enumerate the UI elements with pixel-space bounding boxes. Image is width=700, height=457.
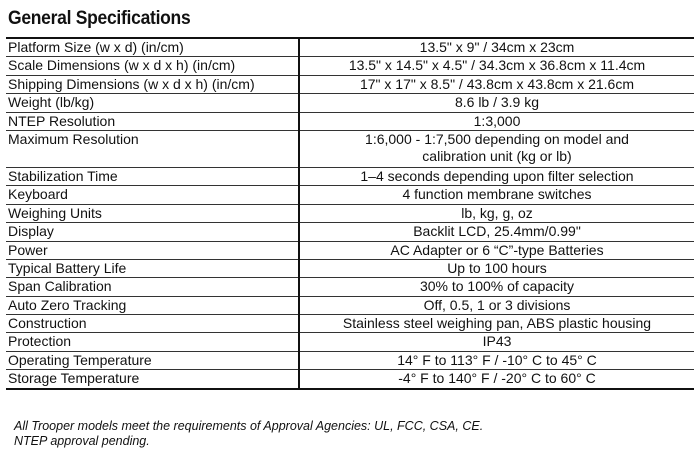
spec-value-line: calibration unit (kg or lb) xyxy=(422,147,572,164)
spec-value-line: -4° F to 140° F / -20° C to 60° C xyxy=(398,370,596,387)
spec-value-line: 17" x 17" x 8.5" / 43.8cm x 43.8cm x 21.6cm xyxy=(359,75,635,92)
spec-value-line: 14° F to 113° F / -10° C to 45° C xyxy=(397,351,597,368)
section-title: General Specifications xyxy=(8,8,191,29)
spec-value-line: 1:3,000 xyxy=(473,112,521,129)
spec-label: Protection xyxy=(6,333,299,351)
spec-value xyxy=(299,204,694,222)
spec-value xyxy=(299,112,694,130)
spec-row xyxy=(6,186,694,204)
specifications-table xyxy=(6,37,694,390)
spec-row xyxy=(6,130,694,167)
spec-row xyxy=(6,351,694,369)
footnote-line: NTEP approval pending. xyxy=(14,434,150,448)
spec-label: Power xyxy=(6,241,299,259)
spec-row xyxy=(6,315,694,333)
spec-row xyxy=(6,57,694,75)
spec-label: Storage Temperature xyxy=(6,370,299,389)
spec-label: Span Calibration xyxy=(6,278,299,296)
footnote xyxy=(14,419,483,449)
spec-label: Display xyxy=(6,223,299,241)
spec-value xyxy=(299,315,694,333)
spec-value xyxy=(299,259,694,277)
spec-value xyxy=(299,186,694,204)
spec-value xyxy=(299,278,694,296)
spec-value-line: 30% to 100% of capacity xyxy=(419,278,575,295)
spec-value-line: 13.5" x 14.5" x 4.5" / 34.3cm x 36.8cm x 11.4cm xyxy=(348,57,646,74)
spec-value xyxy=(299,75,694,93)
spec-value-line: 13.5" x 9" / 34cm x 23cm xyxy=(419,39,575,55)
spec-label: Weight (lb/kg) xyxy=(6,94,299,112)
spec-label: Typical Battery Life xyxy=(6,259,299,277)
spec-row xyxy=(6,278,694,296)
spec-label: Auto Zero Tracking xyxy=(6,296,299,314)
spec-row xyxy=(6,204,694,222)
spec-value xyxy=(299,94,694,112)
spec-value xyxy=(299,351,694,369)
spec-row xyxy=(6,296,694,314)
spec-row xyxy=(6,94,694,112)
spec-value-line: AC Adapter or 6 “C”-type Batteries xyxy=(390,241,604,258)
spec-value-line: Up to 100 hours xyxy=(447,259,547,276)
spec-value xyxy=(299,223,694,241)
spec-label: Maximum Resolution xyxy=(6,130,299,167)
spec-value xyxy=(299,370,694,389)
spec-value xyxy=(299,296,694,314)
spec-value-line: Backlit LCD, 25.4mm/0.99" xyxy=(413,223,581,240)
spec-value xyxy=(299,241,694,259)
spec-label: Shipping Dimensions (w x d x h) (in/cm) xyxy=(6,75,299,93)
spec-value xyxy=(299,333,694,351)
specifications-table-body xyxy=(6,38,694,389)
spec-value xyxy=(299,38,694,57)
spec-value-line: 8.6 lb / 3.9 kg xyxy=(454,94,540,111)
spec-row xyxy=(6,75,694,93)
spec-row xyxy=(6,370,694,389)
spec-row xyxy=(6,112,694,130)
spec-value xyxy=(299,57,694,75)
spec-value-line: 1:6,000 - 1:7,500 depending on model and xyxy=(365,130,629,147)
spec-value xyxy=(299,130,694,167)
spec-value-line: Stainless steel weighing pan, ABS plastic housing xyxy=(342,315,652,332)
spec-row xyxy=(6,259,694,277)
spec-value-line: 1–4 seconds depending upon filter selection xyxy=(360,167,634,184)
spec-value xyxy=(299,167,694,185)
spec-label: Construction xyxy=(6,315,299,333)
spec-label: Keyboard xyxy=(6,186,299,204)
footnote-line: All Trooper models meet the requirements of Approval Agencies: UL, FCC, CSA, CE. xyxy=(14,419,484,433)
spec-label: Weighing Units xyxy=(6,204,299,222)
spec-value-line: lb, kg, g, oz xyxy=(461,204,533,221)
spec-label: Scale Dimensions (w x d x h) (in/cm) xyxy=(6,57,299,75)
spec-row xyxy=(6,241,694,259)
spec-row xyxy=(6,333,694,351)
spec-value-line: IP43 xyxy=(482,333,512,350)
spec-label: Platform Size (w x d) (in/cm) xyxy=(6,38,299,57)
spec-label: Operating Temperature xyxy=(6,351,299,369)
spec-label: Stabilization Time xyxy=(6,167,299,185)
spec-row xyxy=(6,167,694,185)
spec-value-line: Off, 0.5, 1 or 3 divisions xyxy=(423,296,571,313)
spec-row xyxy=(6,38,694,57)
spec-row xyxy=(6,223,694,241)
spec-value-line: 4 function membrane switches xyxy=(402,186,592,203)
spec-label: NTEP Resolution xyxy=(6,112,299,130)
